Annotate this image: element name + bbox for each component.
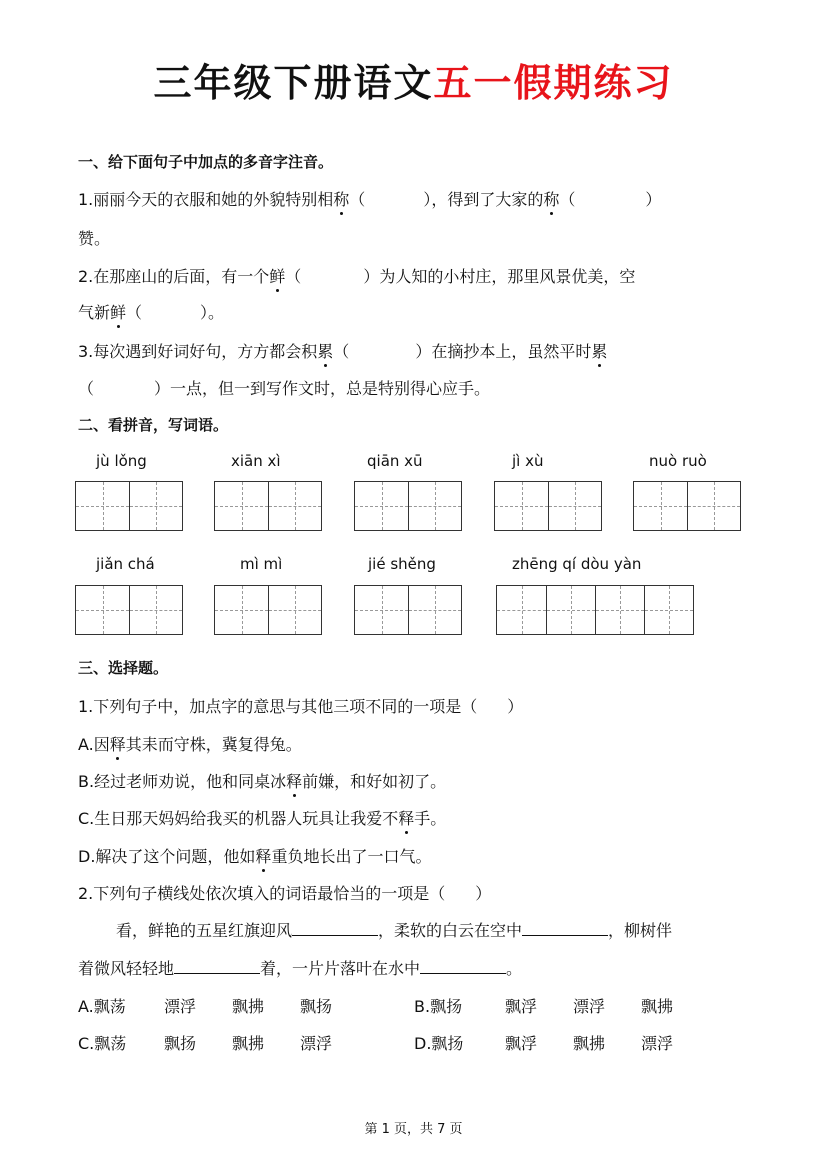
s3-q1-option-c[interactable]	[78, 806, 446, 829]
pinyin-label: jiǎn chá	[96, 555, 155, 573]
fill-blank[interactable]	[420, 959, 506, 974]
dotted-char: 释	[110, 732, 126, 755]
text: 漂浮	[641, 1034, 674, 1053]
text: B.经过老师劝说，他和同桌冰	[78, 772, 287, 791]
fill-blank[interactable]	[174, 959, 260, 974]
text: 飘拂	[232, 1034, 265, 1053]
text: （	[559, 190, 576, 209]
s3-q2-option-c[interactable]	[78, 1031, 332, 1054]
text: ）	[507, 697, 524, 716]
text: 漂浮	[573, 997, 606, 1016]
s3-q1-option-b[interactable]	[78, 769, 446, 792]
text: B.飘扬	[414, 997, 463, 1016]
s1-q1-line2: 赞。	[78, 229, 111, 248]
pinyin-label: qiān xū	[367, 452, 423, 470]
section1-heading: 一、给下面句子中加点的多音字注音。	[78, 153, 334, 171]
s1-q3-line1	[78, 339, 607, 362]
s1-q2-line1	[78, 264, 635, 287]
s1-q2-line2	[78, 300, 224, 323]
text: ，柔软的白云在空中	[378, 921, 523, 940]
text: （	[349, 190, 366, 209]
text: （	[285, 267, 302, 286]
text: ）	[475, 884, 492, 903]
dotted-char: 释	[255, 844, 271, 867]
s3-q2-passage-line1	[116, 918, 672, 941]
fill-blank[interactable]	[522, 921, 608, 936]
text: 前嫌，和好如初了。	[302, 772, 447, 791]
s3-q1-option-a[interactable]	[78, 732, 302, 755]
pinyin-label: mì mì	[240, 555, 283, 573]
dotted-char: 累	[591, 339, 607, 362]
page-footer: 第 1 页，共 7 页	[364, 1122, 463, 1137]
text: 飘拂	[232, 997, 265, 1016]
text: ）一点，但一到写作文时，总是特别得心应手。	[154, 379, 491, 398]
text: 飘拂	[641, 997, 674, 1016]
text: 着微风轻轻地	[78, 959, 175, 978]
title-red: 五一假期练习	[433, 60, 674, 105]
text: 飘扬	[300, 997, 333, 1016]
text: 气新	[78, 303, 111, 322]
text: C.生日那天妈妈给我买的机器人玩具让我爱不	[78, 809, 399, 828]
page-title	[0, 52, 827, 107]
dotted-char: 释	[398, 806, 414, 829]
s3-q2-option-b[interactable]	[414, 994, 673, 1017]
text: 1.丽丽今天的衣服和她的外貌特别相	[78, 190, 334, 209]
text: D.飘扬	[414, 1034, 464, 1053]
writing-grid[interactable]	[496, 585, 694, 635]
s3-q1-option-d[interactable]	[78, 844, 431, 867]
text: ）在摘抄本上，虽然平时	[415, 342, 592, 361]
text: ）。	[200, 303, 225, 322]
text: ，柳树伴	[608, 921, 673, 940]
text: A.飘荡	[78, 997, 126, 1016]
dotted-char: 鲜	[110, 300, 126, 323]
text: 3.每次遇到好词好句，方方都会积	[78, 342, 318, 361]
fill-blank[interactable]	[292, 921, 378, 936]
text: 飘浮	[505, 1034, 538, 1053]
text: 飘拂	[573, 1034, 606, 1053]
text: 其耒而守株，冀复得兔。	[125, 735, 302, 754]
text: 重负地长出了一口气。	[271, 847, 432, 866]
writing-grid[interactable]	[354, 481, 462, 531]
section3-heading: 三、选择题。	[78, 659, 169, 677]
writing-grid[interactable]	[75, 481, 183, 531]
pinyin-label: nuò ruò	[649, 452, 707, 470]
s3-q2-option-a[interactable]	[78, 994, 332, 1017]
text: 2.下列句子横线处依次填入的词语最恰当的一项是（	[78, 884, 446, 903]
s3-q2-stem	[78, 881, 491, 904]
writing-grid[interactable]	[75, 585, 183, 635]
writing-grid[interactable]	[354, 585, 462, 635]
section2-heading: 二、看拼音，写词语。	[78, 416, 229, 434]
dotted-char: 累	[317, 339, 333, 362]
text: 。	[506, 959, 523, 978]
pinyin-label: jì xù	[512, 452, 544, 470]
pinyin-label: zhēng qí dòu yàn	[512, 555, 642, 573]
text: 飘浮	[505, 997, 538, 1016]
s1-q1-line1	[78, 187, 661, 210]
dotted-char: 称	[543, 187, 559, 210]
text: ）	[645, 190, 662, 209]
text: 漂浮	[164, 997, 197, 1016]
pinyin-label: xiān xì	[231, 452, 281, 470]
text: （	[126, 303, 143, 322]
s3-q2-passage-line2	[78, 956, 522, 979]
text: 看，鲜艳的五星红旗迎风	[116, 921, 293, 940]
title-black: 三年级下册语文	[153, 60, 434, 105]
writing-grid[interactable]	[214, 585, 322, 635]
writing-grid[interactable]	[633, 481, 741, 531]
s1-q3-line2	[78, 376, 490, 399]
s3-q2-option-d[interactable]	[414, 1031, 673, 1054]
dotted-char: 称	[333, 187, 349, 210]
writing-grid[interactable]	[494, 481, 602, 531]
text: ），得到了大家的	[423, 190, 544, 209]
text: D.解决了这个问题，他如	[78, 847, 256, 866]
s3-q1-stem	[78, 694, 523, 717]
dotted-char: 鲜	[269, 264, 285, 287]
text: 飘扬	[164, 1034, 197, 1053]
pinyin-label: jù lǒng	[96, 452, 147, 470]
text: 手。	[414, 809, 447, 828]
text: ）为人知的小村庄，那里风景优美，空	[363, 267, 636, 286]
text: A.因	[78, 735, 110, 754]
text: （	[333, 342, 350, 361]
text: 漂浮	[300, 1034, 333, 1053]
text: 着，一片片落叶在水中	[260, 959, 421, 978]
text: （	[78, 379, 95, 398]
text: 1.下列句子中，加点字的意思与其他三项不同的一项是（	[78, 697, 478, 716]
pinyin-label: jié shěng	[368, 555, 436, 573]
dotted-char: 释	[286, 769, 302, 792]
text: C.飘荡	[78, 1034, 127, 1053]
writing-grid[interactable]	[214, 481, 322, 531]
text: 2.在那座山的后面，有一个	[78, 267, 270, 286]
